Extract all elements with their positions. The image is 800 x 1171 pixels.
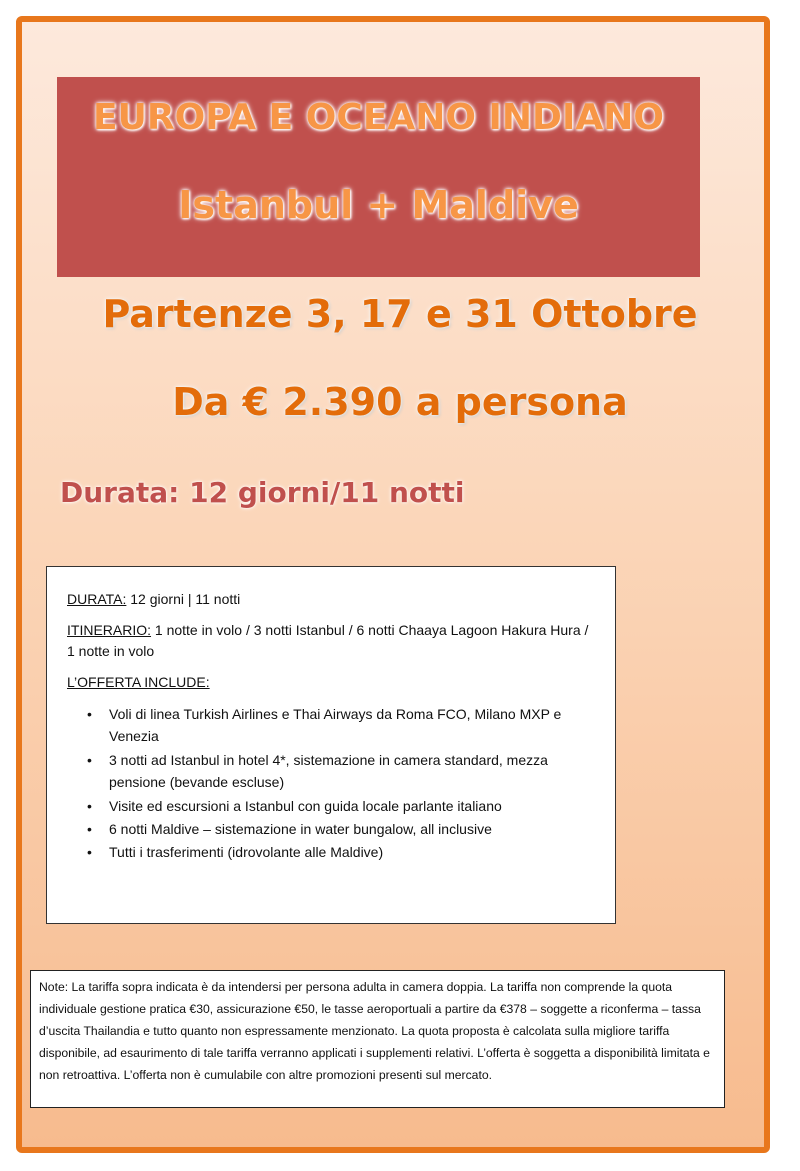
- bullet-icon: •: [87, 820, 92, 837]
- price-heading: Da € 2.390 a persona: [172, 380, 628, 424]
- list-item: [87, 795, 595, 817]
- list-item: [87, 818, 595, 840]
- durata-row: [67, 589, 595, 610]
- bullet-icon: •: [87, 844, 92, 861]
- list-item-text: 6 notti Maldive – sistemazione in water bungalow, all inclusive: [109, 820, 492, 837]
- bullet-icon: •: [87, 797, 92, 814]
- bullet-icon: •: [87, 751, 92, 768]
- list-item: [87, 749, 595, 794]
- departures-heading: Partenze 3, 17 e 31 Ottobre: [102, 292, 698, 336]
- title-banner: [57, 77, 700, 277]
- itinerario-row: [67, 620, 595, 662]
- list-item: [87, 703, 595, 748]
- notes-box: Note: La tariffa sopra indicata è da intendersi per persona adulta in camera doppia. La tariffa non comprende la quota individuale gestione pratica €30, assicurazione €50, le tasse aeroportuali a partire da €378 – soggette a riconferma – tassa d’uscita Thailandia e tutto quanto non espressamente menzionato. La quota proposta è calcolata sulla migliore tariffa disponibile, ad esaurimento di tale tariffa verranno applicati i supplementi relativi. L’offerta è soggetta a disponibilità limitata e non retroattiva. L’offerta non è cumulabile con altre promozioni presenti sul mercato.: [30, 970, 725, 1108]
- itinerario-value: 1 notte in volo / 3 notti Istanbul / 6 notti Chaaya Lagoon Hakura Hura / 1 notte in volo: [67, 622, 589, 659]
- itinerario-label: ITINERARIO:: [67, 622, 152, 638]
- durata-label: DURATA:: [67, 591, 127, 607]
- include-label: L’OFFERTA INCLUDE:: [67, 674, 210, 690]
- list-item-text: Tutti i trasferimenti (idrovolante alle Maldive): [109, 844, 384, 861]
- duration-heading: Durata: 12 giorni/11 notti: [60, 476, 465, 509]
- include-list: [67, 703, 595, 864]
- list-item: [87, 841, 595, 863]
- list-item-text: Voli di linea Turkish Airlines e Thai Airways da Roma FCO, Milano MXP e Venezia: [109, 706, 562, 745]
- list-item-text: 3 notti ad Istanbul in hotel 4*, sistemazione in camera standard, mezza pensione (bevande escluse): [109, 751, 548, 791]
- banner-subtitle: Istanbul + Maldive: [178, 183, 579, 227]
- details-box: [46, 566, 616, 924]
- include-row: [67, 672, 595, 693]
- durata-value: 12 giorni | 11 notti: [126, 591, 241, 607]
- list-item-text: Visite ed escursioni a Istanbul con guida locale parlante italiano: [109, 797, 502, 814]
- banner-title: EUROPA E OCEANO INDIANO: [93, 97, 664, 138]
- bullet-icon: •: [87, 706, 92, 722]
